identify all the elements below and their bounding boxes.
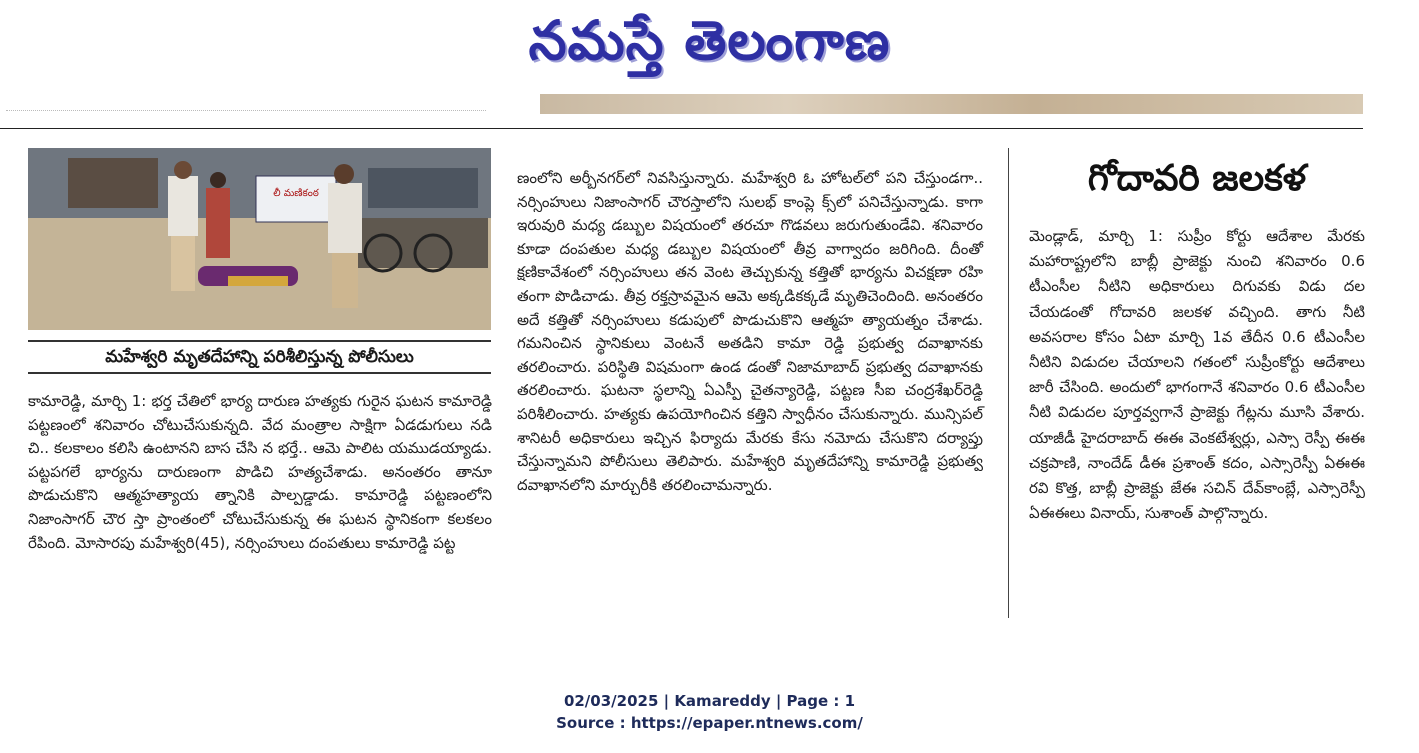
story-godavari-headline: గోదావరి జలకళ [1087, 158, 1307, 199]
top-divider [0, 128, 1363, 129]
story-godavari-text: మెండ్లాడ్, మార్చి 1: సుప్రీం కోర్టు ఆదేశాల మేరకు మహారాష్ట్రలోని బాబ్లీ ప్రాజెక్టు నుంచి శనివారం 0.6 టీఎంసీల నీటిని అధికారులు దిగువకు విడు దల చేయడంతో గోదావరి జలకళ వచ్చింది. తాగు నీటి అవసరాల కోసం ఏటా మార్చి 1వ తేదీన 0.6 టీఎంసీల నీటిని విడుదల చేయాలని గతంలో సుప్రీంకోర్టు ఆదేశాలు జారీ చేసింది. అందులో భాగంగానే శనివారం 0.6 టీఎంసీల నీటి విడుదల పూర్తవ్వగానే ప్రాజెక్టు గేట్లను మూసి వేశారు. యాజీడీ హైదరాబాద్ ఈఈ వెంకటేశ్వర్లు, ఎస్సా రెస్పీ ఈఈ చక్రపాణి, నాందేడ్ డీఈ ప్రశాంత్ కదం, ఎస్సారెస్పీ ఏఈఈ రవి కొత్త, బాబ్లీ ప్రాజెక్టు జేఈ సచిన్ దేవ్‌కాంబ్లే, ఎస్సారెస్పీ ఏఈఈలు వినాయ్, సుశాంత్ పాల్గొన్నారు. [1029, 227, 1365, 523]
photo-banner-text: లీ మణికంఠ [273, 188, 319, 199]
masthead-title: నమస్తే తెలంగాణ [528, 9, 891, 72]
column-divider [1008, 148, 1009, 618]
masthead [0, 0, 1419, 88]
news-photo [28, 148, 491, 330]
story-kamareddy-text-2: ణంలోని అర్బీనగర్‌లో నివసిస్తున్నారు. మహేశ్వరి ఓ హోటల్‌లో పని చేస్తుండగా.. నర్సింహులు నిజాంసాగర్ చౌరస్తాలోని సులభ్ కాంప్లె క్స్‌లో పనిచేస్తున్నాడు. కాగా ఇరువురి మధ్య డబ్బుల విషయంలో తరచూ గొడవలు జరుగుతుండేవి. శనివారం కూడా దంపతుల మధ్య డబ్బుల విషయంలో తీవ్ర వాగ్వాదం జరిగింది. దీంతో క్షణికావేశంలో నర్సింహులు తన వెంట తెచ్చుకున్న కత్తితో భార్యను విచక్షణా రహి తంగా పొడిచాడు. తీవ్ర రక్తస్రావమైన ఆమె అక్కడికక్కడే మృతిచెందింది. అనంతరం అదే కత్తితో నర్సింహులు కడుపులో పొడుచుకొని ఆత్మహ త్యాయత్నం చేశాడు. గమనించిన స్థానికులు వెంటనే అతడిని కామా రెడ్డి ప్రభుత్వ దవాఖానకు తరలించారు. పరిస్థితి విషమంగా ఉండ డంతో నిజామాబాద్ ప్రభుత్వ దవాఖానకు తరలించారు. ఘటనా స్థలాన్ని ఏఎస్పీ చైతన్యారెడ్డి, పట్టణ సీఐ చంద్రశేఖర్‌రెడ్డి పరిశీలించారు. హత్యకు ఉపయోగించిన కత్తిని స్వాధీనం చేసుకున్నారు. మున్సిపల్ శానిటరీ అధికారులు ఇచ్చిన ఫిర్యాదు మేరకు కేసు నమోదు చేసుకొని దర్యాప్తు చేస్తున్నామని పోలీసులు తెలిపారు. మహేశ్వరి మృతదేహాన్ని కామారెడ్డి ప్రభుత్వ దవాఖానలోని మార్చురీకి తరలించామన్నారు. [517, 169, 983, 494]
story-kamareddy-column-1 [28, 390, 492, 555]
footer-date-edition: 02/03/2025 | Kamareddy | Page : 1 [563, 692, 856, 710]
footer-source-link[interactable]: Source : https://epaper.ntnews.com/ [556, 714, 863, 732]
photo-caption: మహేశ్వరి మృతదేహాన్ని పరిశీలిస్తున్న పోలీసులు [28, 340, 491, 374]
previous-story-image-strip [540, 94, 1363, 114]
story-godavari-column [1029, 224, 1365, 526]
previous-story-strip [6, 94, 486, 111]
story-kamareddy-text-1: కామారెడ్డి, మార్చి 1: భర్త చేతిలో భార్య దారుణ హత్యకు గురైన ఘటన కామారెడ్డి పట్టణంలో శనివారం చోటుచేసుకున్నది. వేద మంత్రాల సాక్షిగా ఏడడుగులు నడి చి.. కలకాలం కలిసి ఉంటానని బాస చేసి న భర్తే.. ఆమె పాలిట యముడయ్యాడు. పట్టపగలే భార్యను దారుణంగా పొడిచి హత్యచేశాడు. అనంతరం తానూ పొడుచుకొని ఆత్మహత్యాయ త్నానికి పాల్పడ్డాడు. కామారెడ్డి పట్టణంలోని నిజాంసాగర్ చౌర స్తా ప్రాంతంలో చోటుచేసుకున్న ఈ ఘటన స్థానికంగా కలకలం రేపింది. మోసారపు మహేశ్వరి(45), నర్సింహులు దంపతులు కామారెడ్డి పట్ట [28, 392, 492, 552]
story-kamareddy-column-2 [517, 167, 983, 497]
photo-icon [28, 148, 491, 330]
